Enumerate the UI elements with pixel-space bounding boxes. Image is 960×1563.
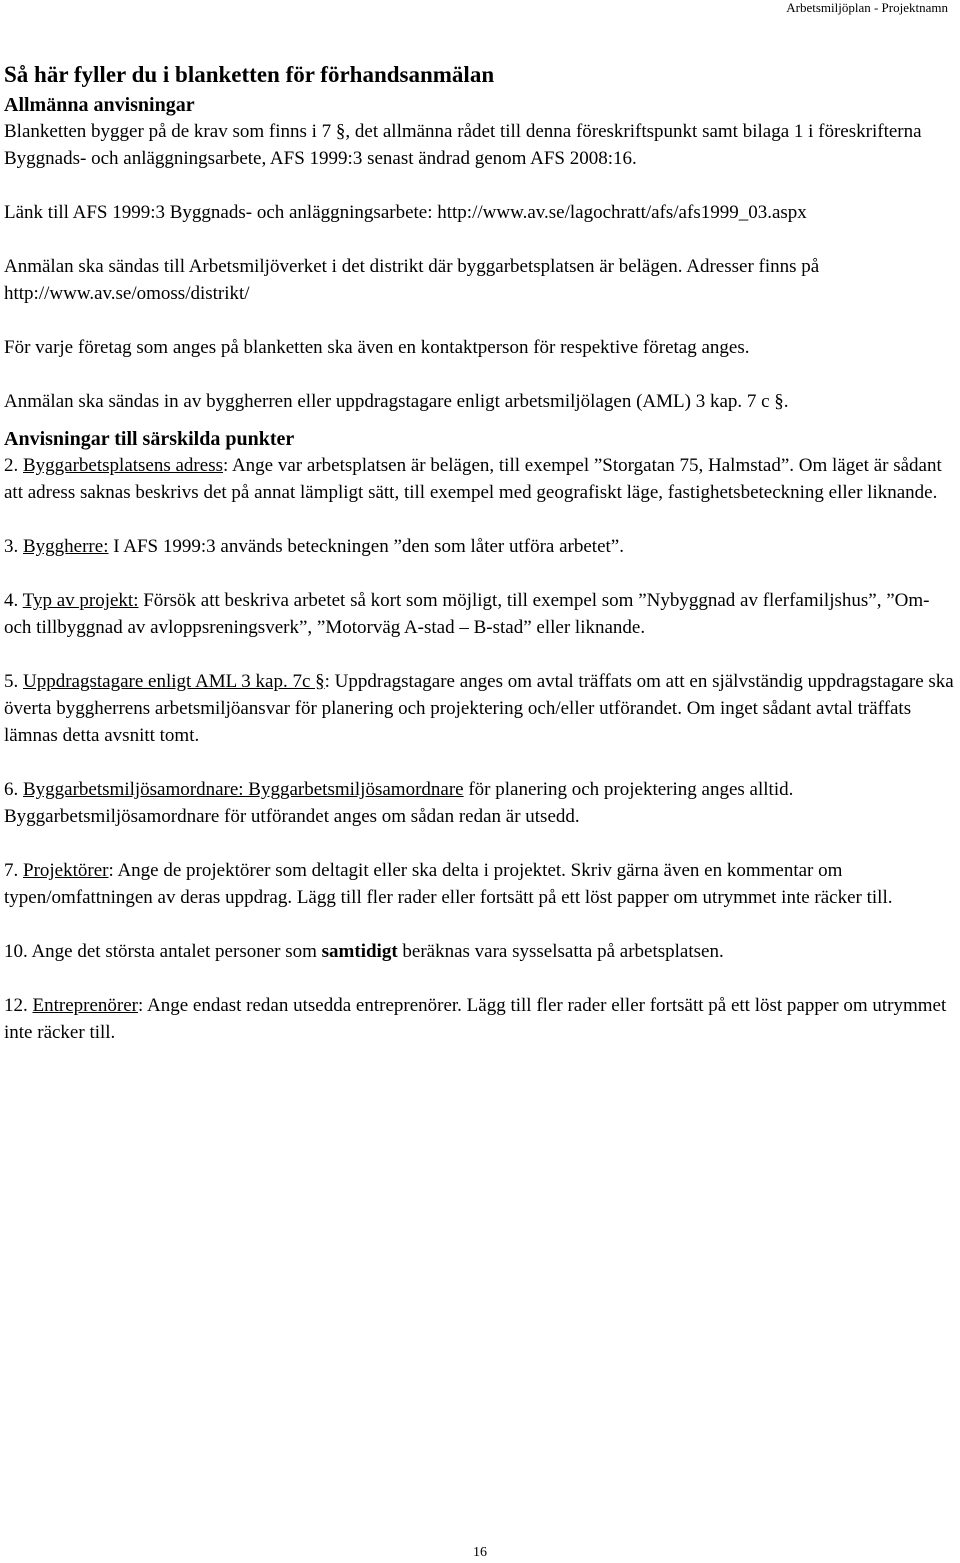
instruction-item-10: [4, 938, 956, 965]
item-number: 5.: [4, 671, 19, 692]
item-label: Uppdragstagare enligt AML 3 kap. 7c §: [23, 671, 325, 692]
item-text: Försök att beskriva arbetet så kort som möjligt, till exempel som ”Nybyggnad av flerfamiljshus”, ”Om- och tillbyggnad av avloppsreningsverk”, ”Motorväg A-stad – B-stad” eller liknande.: [4, 590, 930, 638]
item-text: : Ange var arbetsplatsen är belägen, till exempel ”Storgatan 75, Halmstad”. Om läget är sådant att adress saknas beskrivs det på annat lämpligt sätt, till exempel med geografiskt läge, fastighetsbeteckning eller liknande.: [4, 455, 942, 503]
item-label: Byggherre:: [23, 536, 109, 557]
item-label: Entreprenörer: [32, 995, 138, 1016]
running-header: Arbetsmiljöplan - Projektnamn: [786, 0, 948, 15]
item-number: 10.: [4, 941, 28, 962]
page-number: 16: [473, 1545, 487, 1560]
instruction-item-3: [4, 533, 956, 560]
item-label: Typ av projekt:: [22, 590, 139, 611]
paragraph-basis: Blanketten bygger på de krav som finns i 7 §, det allmänna rådet till denna föreskriftspunkt samt bilaga 1 i föreskrifterna Byggnads- och anläggningsarbete, AFS 1999:3 senast ändrad genom AFS 2008:16.: [4, 121, 922, 169]
instruction-item-6: [4, 776, 956, 830]
item-text: för planering och projektering anges alltid. Byggarbetsmiljösamordnare för utförandet anges om sådan redan är utsedd.: [4, 779, 794, 827]
item-number: 3.: [4, 536, 19, 557]
item-label: Projektörer: [23, 860, 109, 881]
item-number: 7.: [4, 860, 19, 881]
item-number: 2.: [4, 455, 19, 476]
general-instructions-heading: Allmänna anvisningar: [4, 94, 195, 116]
instruction-item-7: [4, 857, 956, 911]
paragraph-who-sends: Anmälan ska sändas in av byggherren eller uppdragstagare enligt arbetsmiljölagen (AML) 3 kap. 7 c §.: [4, 391, 789, 412]
item-text: : Ange endast redan utsedda entreprenörer. Lägg till fler rader eller fortsätt på ett löst papper om utrymmet inte räcker till.: [4, 995, 947, 1043]
item-label: Byggarbetsplatsens adress: [23, 455, 223, 476]
instruction-item-5: [4, 668, 956, 749]
item-text: beräknas vara sysselsatta på arbetsplatsen.: [397, 941, 724, 962]
item-number: 4.: [4, 590, 19, 611]
item-emphasis: samtidigt: [321, 941, 398, 962]
document-body: [4, 58, 956, 1046]
instruction-item-12: [4, 992, 956, 1046]
instruction-item-2: [4, 452, 956, 506]
specific-instructions-heading: Anvisningar till särskilda punkter: [4, 428, 295, 450]
item-number: 6.: [4, 779, 19, 800]
item-text: Ange det största antalet personer som: [31, 941, 322, 962]
paragraph-contact-person: För varje företag som anges på blanketten ska även en kontaktperson för respektive företag anges.: [4, 337, 750, 358]
item-number: 12.: [4, 995, 28, 1016]
item-text: : Ange de projektörer som deltagit eller ska delta i projektet. Skriv gärna även en kommentar om typen/omfattningen av deras uppdrag. Lägg till fler rader eller fortsätt på ett löst papper om utrymmet inte räcker till.: [4, 860, 893, 908]
instruction-item-4: [4, 587, 956, 641]
item-text: I AFS 1999:3 används beteckningen ”den som låter utföra arbetet”.: [108, 536, 624, 557]
item-label: Byggarbetsmiljösamordnare: Byggarbetsmiljösamordnare: [23, 779, 464, 800]
paragraph-send-to-district: Anmälan ska sändas till Arbetsmiljöverket i det distrikt där byggarbetsplatsen är belägen. Adresser finns på http://www.av.se/omoss/distrikt/: [4, 256, 820, 304]
document-title: Så här fyller du i blanketten för förhandsanmälan: [4, 62, 495, 87]
item-text: : Uppdragstagare anges om avtal träffats om att en självständig uppdragstagare ska överta byggherrens arbetsmiljöansvar för planering och projektering och/eller utförandet. Om inget sådant avtal träffats lämnas detta avsnitt tomt.: [4, 671, 954, 746]
paragraph-afs-link: Länk till AFS 1999:3 Byggnads- och anläggningsarbete: http://www.av.se/lagochratt/afs/afs1999_03.aspx: [4, 202, 807, 223]
